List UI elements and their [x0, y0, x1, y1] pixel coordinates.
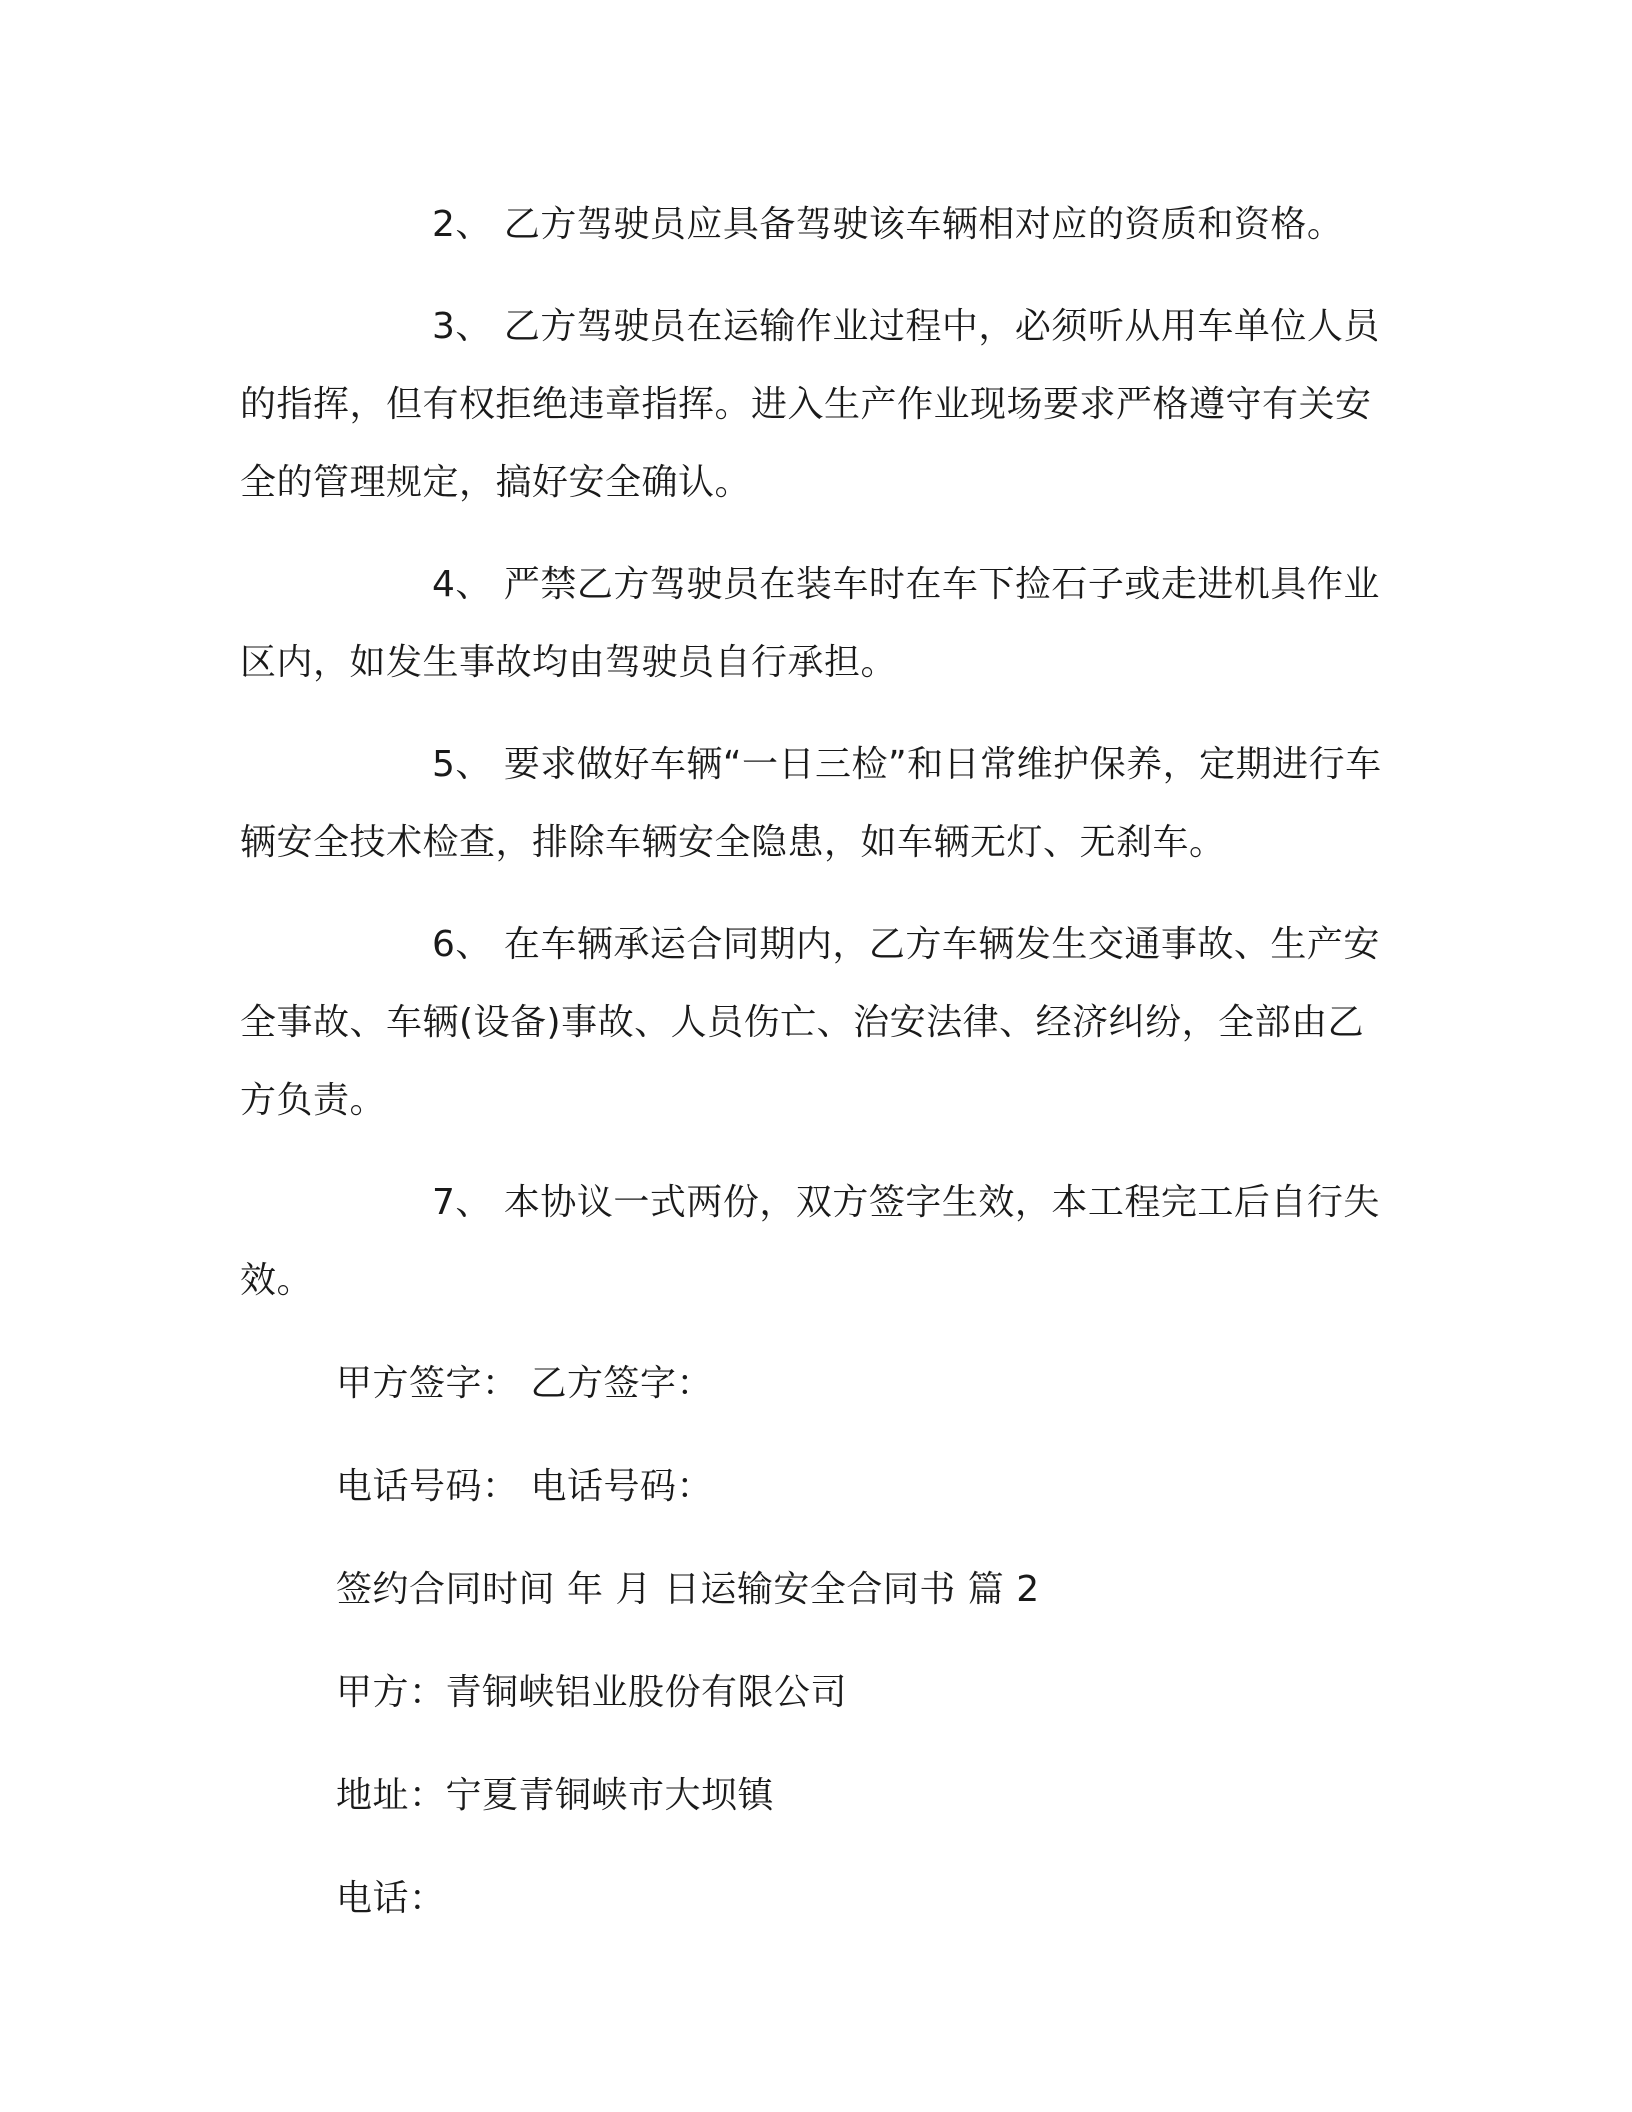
- party-a-line: 甲方：青铜峡铝业股份有限公司: [336, 1672, 848, 1713]
- clause-text: 乙方驾驶员应具备驾驶该车辆相对应的资质和资格。: [503, 204, 1344, 245]
- clause-number: 5、: [432, 744, 492, 785]
- clause-5: [240, 726, 1390, 882]
- clause-text: 乙方驾驶员在运输作业过程中，必须听从用车单位人员的指挥，但有权拒绝违章指挥。进入生产作业现场要求严格遵守有关安全的管理规定，搞好安全确认。: [240, 306, 1380, 503]
- clause-4: [240, 546, 1390, 702]
- clause-number: 4、: [432, 564, 492, 605]
- clause-3: [240, 288, 1390, 522]
- clause-number: 2、: [432, 204, 492, 245]
- contract-date-heading: 签约合同时间 年 月 日运输安全合同书 篇 2: [336, 1569, 1040, 1610]
- clause-text: 在车辆承运合同期内，乙方车辆发生交通事故、生产安全事故、车辆(设备)事故、人员伤亡、治安法律、经济纠纷，全部由乙方负责。: [240, 924, 1380, 1121]
- phone-numbers-line: 电话号码： 电话号码：: [336, 1466, 713, 1507]
- clause-6: [240, 906, 1390, 1140]
- clause-text: 严禁乙方驾驶员在装车时在车下捡石子或走进机具作业区内，如发生事故均由驾驶员自行承担。: [240, 564, 1380, 683]
- clause-7: [240, 1164, 1390, 1320]
- clause-text: 要求做好车辆“一日三检”和日常维护保养，定期进行车辆安全技术检查，排除车辆安全隐患，如车辆无灯、无刹车。: [240, 744, 1382, 863]
- clause-number: 6、: [432, 924, 492, 965]
- address-line: 地址：宁夏青铜峡市大坝镇: [336, 1775, 775, 1816]
- signature-line: 甲方签字： 乙方签字：: [336, 1363, 713, 1404]
- clause-text: 本协议一式两份，双方签字生效，本工程完工后自行失效。: [240, 1182, 1380, 1301]
- document-body: [240, 186, 1390, 1963]
- phone-line: 电话：: [336, 1878, 446, 1919]
- clause-number: 7、: [432, 1182, 492, 1223]
- clause-2: [240, 186, 1390, 264]
- clause-number: 3、: [432, 306, 492, 347]
